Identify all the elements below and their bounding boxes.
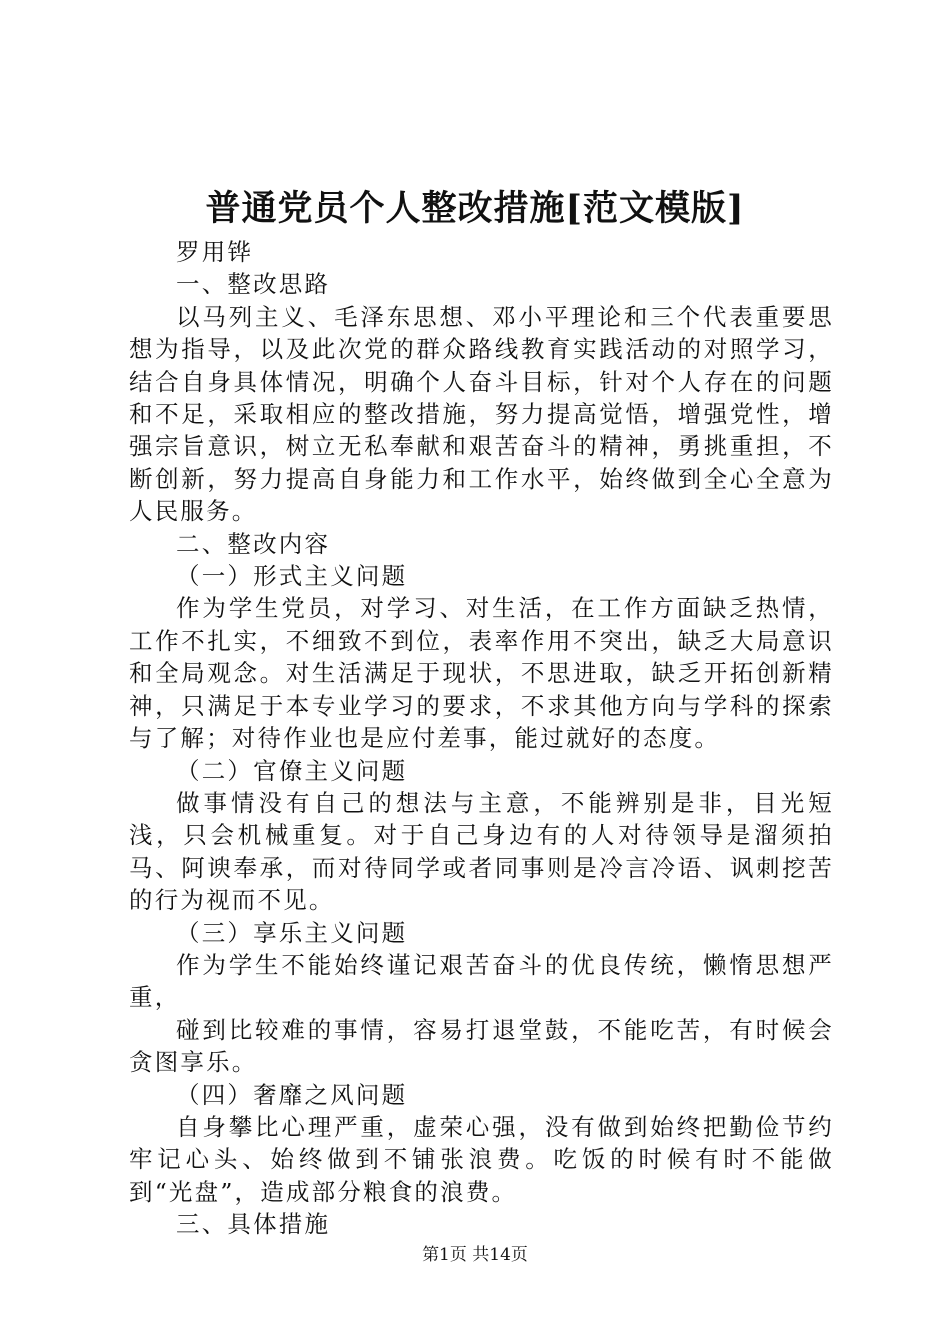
section-heading: 一、整改思路 <box>176 270 331 299</box>
subsection-heading: （二）官僚主义问题 <box>176 756 408 785</box>
subsection-heading: （三）享乐主义问题 <box>176 918 408 947</box>
paragraph: 自身攀比心理严重，虚荣心强，没有做到始终把勤俭节约牢记心头、始终做到不铺张浪费。吃饭的时候有时不能做到“光盘”，造成部分粮食的浪费。 <box>129 1112 834 1206</box>
paragraph: 做事情没有自己的想法与主意，不能辨别是非，目光短浅，只会机械重复。对于自己身边有的人对待领导是溜须拍马、阿谀奉承，而对待同学或者同事则是冷言冷语、讽刺挖苦的行为视而不见。 <box>129 788 834 915</box>
paragraph: 作为学生党员，对学习、对生活，在工作方面缺乏热情，工作不扎实，不细致不到位，表率作用不突出，缺乏大局意识和全局观念。对生活满足于现状，不思进取，缺乏开拓创新精神，只满足于本专业学习的要求，不求其他方向与学科的探索与了解；对待作业也是应付差事，能过就好的态度。 <box>129 594 834 753</box>
paragraph: 作为学生不能始终谨记艰苦奋斗的优良传统，懒惰思想严重， <box>129 950 834 1012</box>
paragraph: 以马列主义、毛泽东思想、邓小平理论和三个代表重要思想为指导，以及此次党的群众路线教育实践活动的对照学习，结合自身具体情况，明确个人奋斗目标，针对个人存在的问题和不足，采取相应的整改措施，努力提高觉悟，增强党性，增强宗旨意识，树立无私奉献和艰苦奋斗的精神，勇挑重担，不断创新，努力提高自身能力和工作水平，始终做到全心全意为人民服务。 <box>129 302 834 526</box>
page-number-footer: 第1页 共14页 <box>422 1245 528 1265</box>
subsection-heading: （四）奢靡之风问题 <box>176 1080 408 1109</box>
document-body <box>129 236 834 1241</box>
section-heading: 二、整改内容 <box>176 529 331 558</box>
document-title: 普通党员个人整改措施[范文模版] <box>205 188 745 229</box>
paragraph: 碰到比较难的事情，容易打退堂鼓，不能吃苦，有时候会贪图享乐。 <box>129 1015 834 1077</box>
subsection-heading: （一）形式主义问题 <box>176 562 408 591</box>
author-line: 罗用铧 <box>176 238 254 266</box>
section-heading: 三、具体措施 <box>176 1210 331 1239</box>
